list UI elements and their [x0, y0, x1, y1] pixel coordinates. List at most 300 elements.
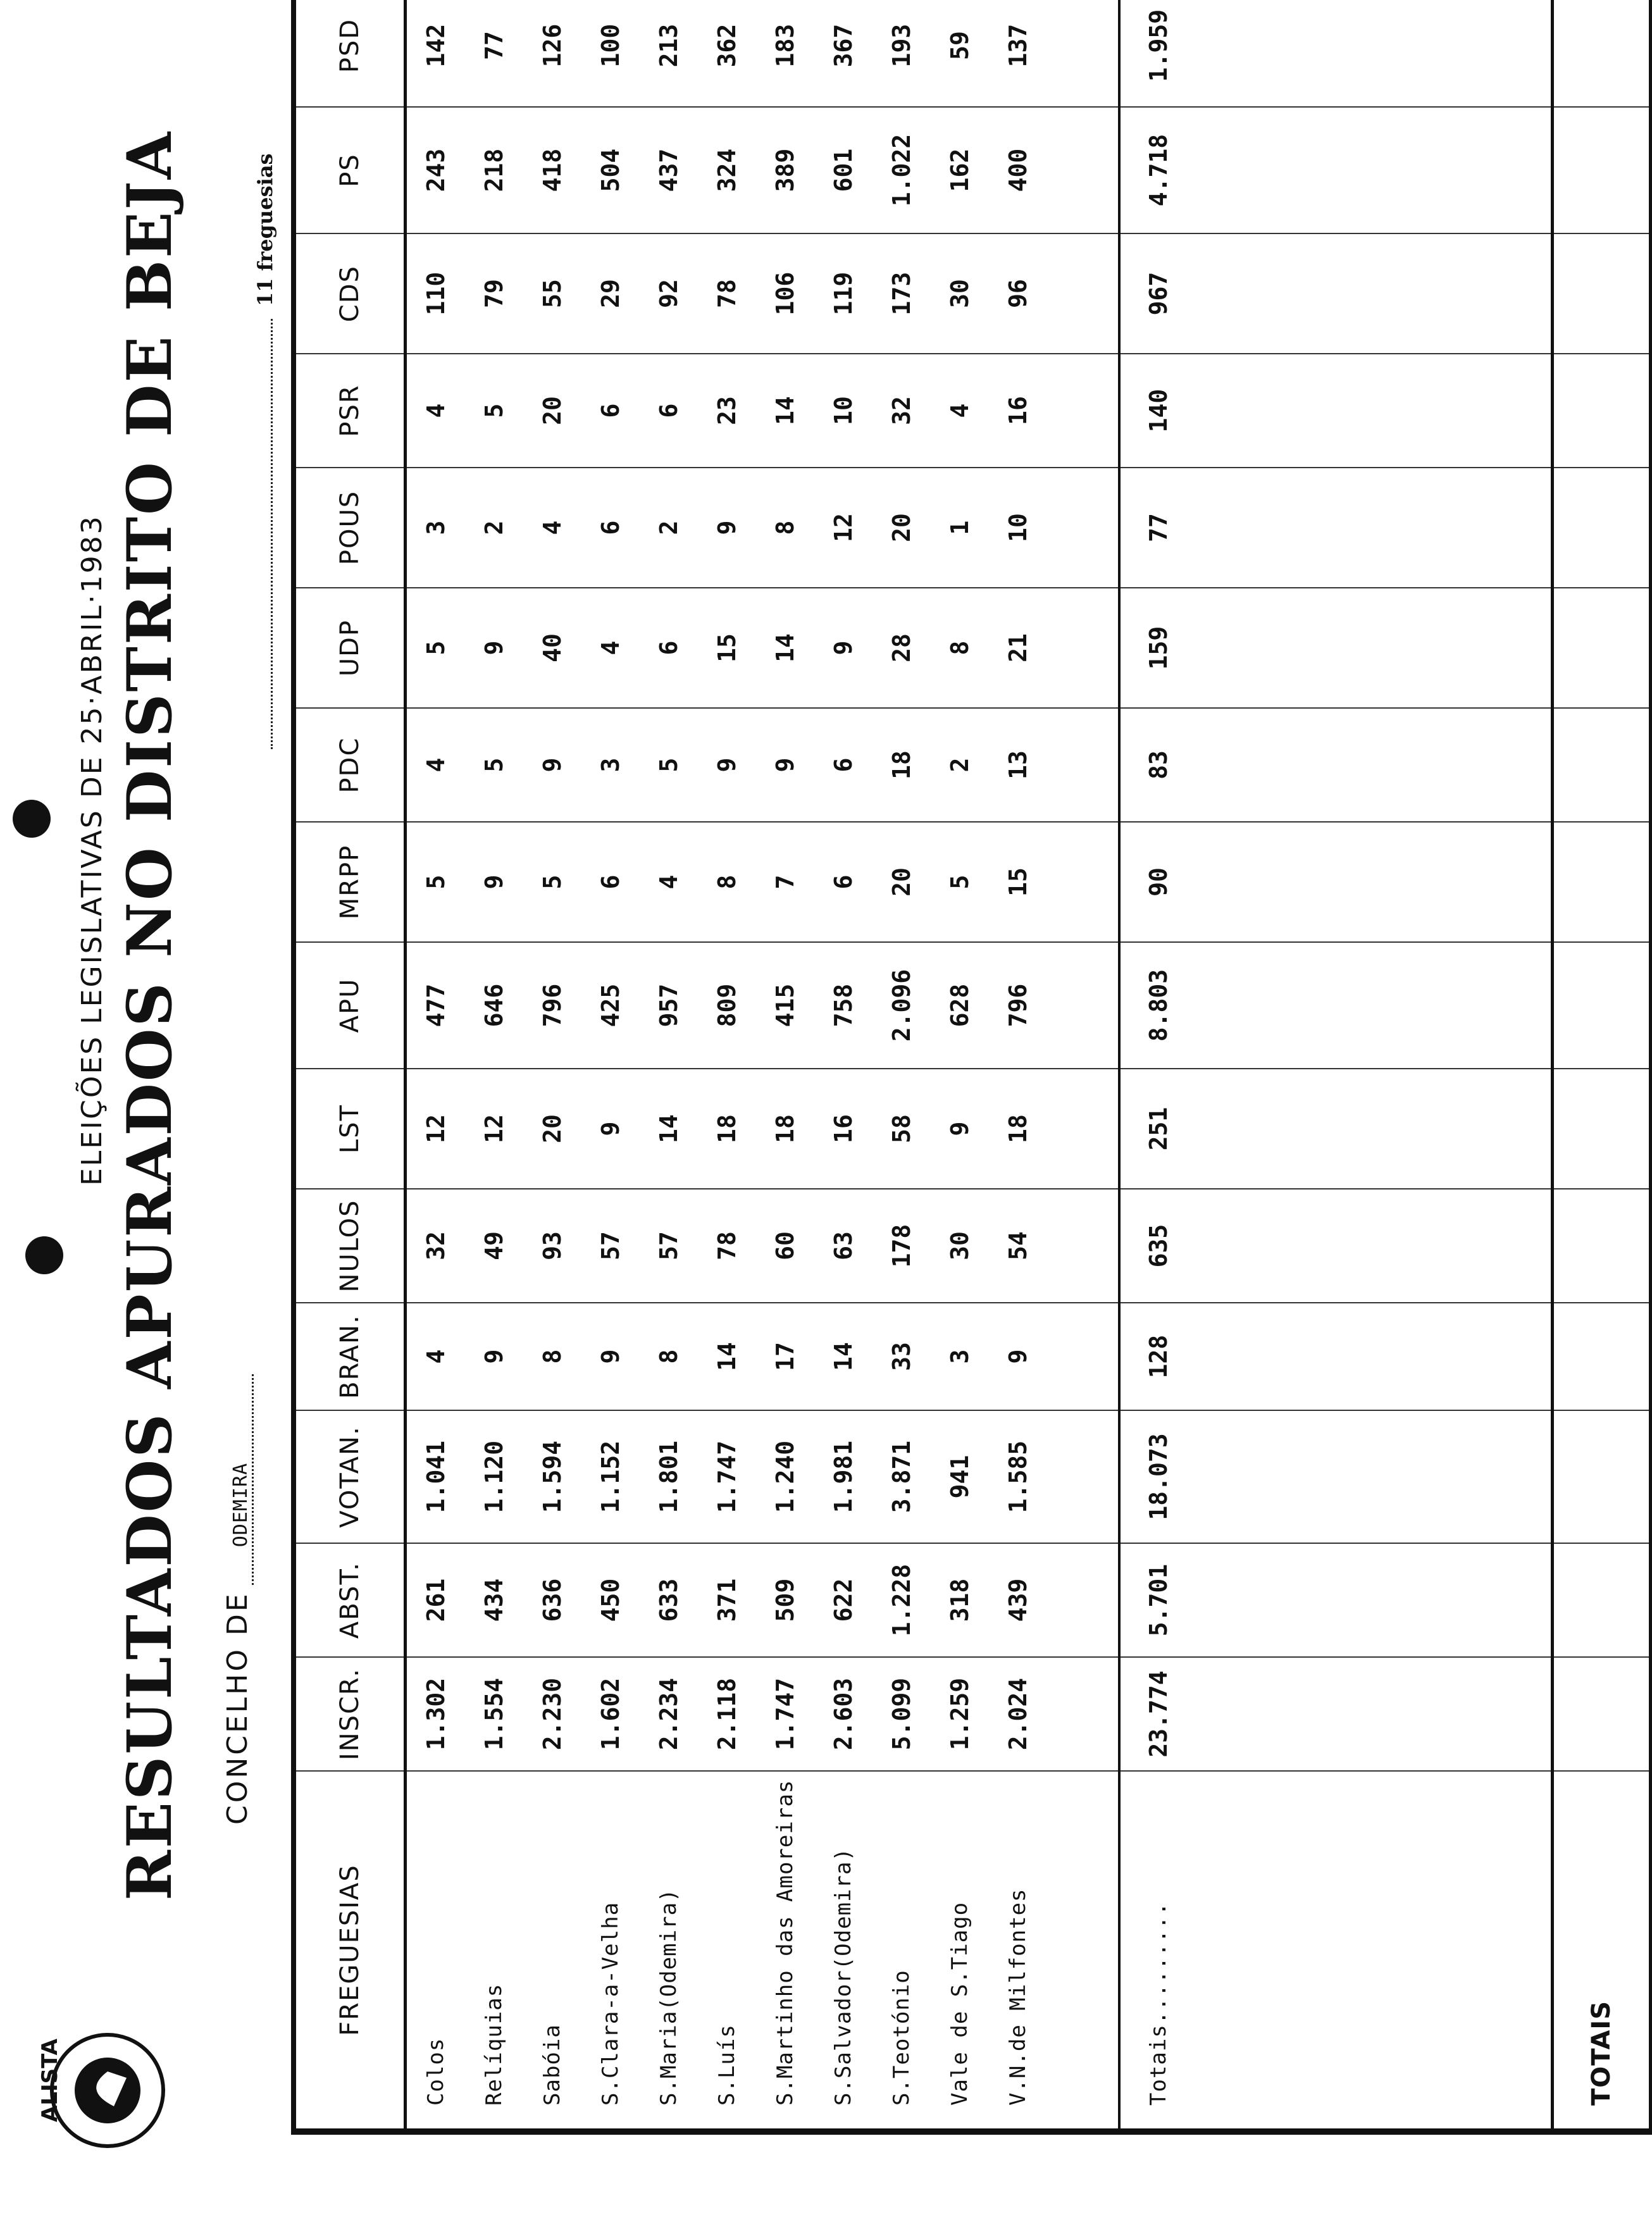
- table-cell: 9: [698, 708, 756, 822]
- table-cell: [1409, 1069, 1480, 1189]
- table-cell: 633: [640, 1543, 698, 1657]
- table-cell: 173: [873, 233, 931, 354]
- table-cell: 162: [931, 107, 989, 233]
- table-cell: 9: [581, 1303, 640, 1410]
- table-cell: 79: [465, 233, 523, 354]
- table-cell: [1480, 1543, 1553, 1657]
- table-cell: [1267, 588, 1338, 708]
- table-cell: 20: [523, 1069, 581, 1189]
- table-cell: 8: [931, 588, 989, 708]
- freguesia-name: S.Clara-a-Velha: [581, 1771, 640, 2132]
- table-row: [1119, 0, 1196, 2132]
- table-cell: [1409, 1543, 1480, 1657]
- table-cell: 106: [756, 233, 814, 354]
- table-row: [523, 0, 581, 2132]
- table-cell: 8: [756, 468, 814, 588]
- table-cell: 5: [640, 708, 698, 822]
- table-cell: [1480, 1189, 1553, 1303]
- table-row: [814, 0, 873, 2132]
- table-cell: 9: [698, 468, 756, 588]
- table-cell: 16: [989, 354, 1047, 468]
- column-header: APU: [294, 942, 406, 1069]
- table-cell: 32: [873, 354, 931, 468]
- table-cell: 7: [756, 822, 814, 942]
- table-cell: 5: [931, 822, 989, 942]
- table-cell: [1409, 468, 1480, 588]
- column-header: POUS: [294, 468, 406, 588]
- column-header: PDC: [294, 708, 406, 822]
- table-cell: 90: [1119, 822, 1196, 942]
- table-cell: [1338, 468, 1409, 588]
- table-cell: [1553, 942, 1651, 1069]
- table-cell: 183: [756, 0, 814, 107]
- table-cell: 213: [640, 0, 698, 107]
- table-cell: [1267, 1410, 1338, 1543]
- table-cell: 1.747: [756, 1657, 814, 1771]
- column-header: FREGUESIAS: [294, 1771, 406, 2132]
- table-cell: 17: [756, 1303, 814, 1410]
- table-cell: 400: [989, 107, 1047, 233]
- column-header: ABST.: [294, 1543, 406, 1657]
- table-cell: [1047, 233, 1119, 354]
- table-cell: 3.871: [873, 1410, 931, 1543]
- party-logo: [38, 2002, 171, 2166]
- results-table-wrapper: [291, 0, 1616, 2135]
- table-cell: [1047, 822, 1119, 942]
- table-cell: 49: [465, 1189, 523, 1303]
- table-cell: 2: [931, 708, 989, 822]
- table-cell: 92: [640, 233, 698, 354]
- table-cell: 142: [406, 0, 466, 107]
- table-cell: 23.774: [1119, 1657, 1196, 1771]
- table-cell: [1267, 468, 1338, 588]
- table-cell: [1267, 1543, 1338, 1657]
- table-cell: [1338, 1543, 1409, 1657]
- table-cell: 12: [406, 1069, 466, 1189]
- table-cell: 450: [581, 1543, 640, 1657]
- table-cell: [1267, 708, 1338, 822]
- table-cell: [1196, 354, 1267, 468]
- table-cell: [1409, 354, 1480, 468]
- table-row: [756, 0, 814, 2132]
- column-header: PSR: [294, 354, 406, 468]
- table-cell: 128: [1119, 1303, 1196, 1410]
- table-cell: 110: [406, 233, 466, 354]
- table-cell: 6: [814, 822, 873, 942]
- table-cell: 100: [581, 0, 640, 107]
- table-cell: 6: [640, 354, 698, 468]
- table-cell: [1553, 468, 1651, 588]
- table-cell: 218: [465, 107, 523, 233]
- table-cell: 439: [989, 1543, 1047, 1657]
- table-cell: 8: [640, 1303, 698, 1410]
- table-cell: 5: [406, 588, 466, 708]
- table-cell: 509: [756, 1543, 814, 1657]
- table-row: [1409, 0, 1480, 2132]
- table-cell: 622: [814, 1543, 873, 1657]
- table-cell: 635: [1119, 1189, 1196, 1303]
- table-cell: 14: [640, 1069, 698, 1189]
- table-cell: 3: [406, 468, 466, 588]
- table-cell: 33: [873, 1303, 931, 1410]
- table-cell: [1553, 1657, 1651, 1771]
- binding-hole: [13, 800, 51, 838]
- table-cell: [1409, 1410, 1480, 1543]
- table-cell: 29: [581, 233, 640, 354]
- table-cell: 2.234: [640, 1657, 698, 1771]
- table-cell: [1553, 233, 1651, 354]
- table-cell: 9: [814, 588, 873, 708]
- freguesia-name: S.Salvador(Odemira): [814, 1771, 873, 2132]
- table-cell: 57: [581, 1189, 640, 1303]
- table-cell: [1338, 1069, 1409, 1189]
- table-cell: 809: [698, 942, 756, 1069]
- table-cell: 10: [989, 468, 1047, 588]
- table-cell: 28: [873, 588, 931, 708]
- table-cell: 1.981: [814, 1410, 873, 1543]
- table-cell: 3: [581, 708, 640, 822]
- table-cell: 415: [756, 942, 814, 1069]
- table-cell: 12: [465, 1069, 523, 1189]
- freguesias-count: 11 freguesias: [253, 153, 277, 306]
- table-cell: 389: [756, 107, 814, 233]
- table-cell: [1480, 1069, 1553, 1189]
- table-cell: 54: [989, 1189, 1047, 1303]
- freguesia-name: [1409, 1771, 1480, 2132]
- table-cell: 9: [931, 1069, 989, 1189]
- column-header: BRAN.: [294, 1303, 406, 1410]
- table-cell: [1409, 822, 1480, 942]
- table-cell: 193: [873, 0, 931, 107]
- table-cell: [1338, 354, 1409, 468]
- table-cell: [1480, 354, 1553, 468]
- table-cell: 13: [989, 708, 1047, 822]
- table-cell: [1338, 0, 1409, 107]
- freguesia-name: S.Martinho das Amoreiras: [756, 1771, 814, 2132]
- table-row: [698, 0, 756, 2132]
- table-cell: 362: [698, 0, 756, 107]
- table-row: [1047, 0, 1119, 2132]
- table-cell: 60: [756, 1189, 814, 1303]
- freguesia-name: [1480, 1771, 1553, 2132]
- table-cell: [1553, 588, 1651, 708]
- table-cell: [1409, 588, 1480, 708]
- column-header: INSCR.: [294, 1657, 406, 1771]
- concelho-label: CONCELHO DE: [221, 1591, 254, 1825]
- table-cell: [1267, 0, 1338, 107]
- table-cell: [1553, 107, 1651, 233]
- table-cell: [1480, 708, 1553, 822]
- table-cell: [1480, 1657, 1553, 1771]
- table-cell: [1047, 0, 1119, 107]
- table-cell: 4: [406, 1303, 466, 1410]
- table-cell: [1409, 233, 1480, 354]
- table-cell: [1553, 354, 1651, 468]
- table-cell: [1409, 708, 1480, 822]
- table-cell: 1.747: [698, 1410, 756, 1543]
- table-cell: 14: [756, 588, 814, 708]
- table-cell: [1196, 468, 1267, 588]
- table-cell: [1196, 708, 1267, 822]
- table-cell: 1.120: [465, 1410, 523, 1543]
- table-cell: 21: [989, 588, 1047, 708]
- table-cell: [1047, 1069, 1119, 1189]
- table-cell: 251: [1119, 1069, 1196, 1189]
- table-cell: [1338, 588, 1409, 708]
- table-cell: [1553, 1410, 1651, 1543]
- table-cell: 796: [523, 942, 581, 1069]
- election-heading: ELEIÇÕES LEGISLATIVAS DE 25·ABRIL·1983: [76, 514, 108, 1186]
- table-cell: [1338, 942, 1409, 1069]
- table-cell: 5: [465, 354, 523, 468]
- table-cell: 941: [931, 1410, 989, 1543]
- table-row: [465, 0, 523, 2132]
- table-cell: [1267, 1069, 1338, 1189]
- table-row: [1553, 0, 1651, 2132]
- table-cell: 16: [814, 1069, 873, 1189]
- table-cell: 6: [581, 354, 640, 468]
- table-cell: [1338, 1410, 1409, 1543]
- table-cell: [1409, 942, 1480, 1069]
- table-cell: [1047, 354, 1119, 468]
- table-cell: 12: [814, 468, 873, 588]
- table-cell: [1409, 1189, 1480, 1303]
- table-cell: [1338, 1303, 1409, 1410]
- table-cell: [1267, 1303, 1338, 1410]
- table-cell: 5: [465, 708, 523, 822]
- table-cell: 6: [814, 708, 873, 822]
- table-cell: 57: [640, 1189, 698, 1303]
- table-cell: 20: [873, 822, 931, 942]
- table-cell: 1.585: [989, 1410, 1047, 1543]
- table-cell: 20: [523, 354, 581, 468]
- table-cell: [1196, 588, 1267, 708]
- table-cell: [1047, 1543, 1119, 1657]
- table-cell: 140: [1119, 354, 1196, 468]
- table-cell: 1.240: [756, 1410, 814, 1543]
- table-row: [581, 0, 640, 2132]
- results-table: [291, 0, 1652, 2135]
- table-cell: [1409, 107, 1480, 233]
- table-cell: 1.022: [873, 107, 931, 233]
- table-cell: 2.096: [873, 942, 931, 1069]
- table-cell: [1409, 1657, 1480, 1771]
- table-row: [1338, 0, 1409, 2132]
- table-cell: 55: [523, 233, 581, 354]
- table-cell: [1553, 1189, 1651, 1303]
- table-cell: 119: [814, 233, 873, 354]
- freguesia-name: [1196, 1771, 1267, 2132]
- table-cell: 9: [465, 588, 523, 708]
- table-cell: [1480, 468, 1553, 588]
- table-body: [406, 0, 1651, 2132]
- freguesia-name: Vale de S.Tiago: [931, 1771, 989, 2132]
- table-cell: 40: [523, 588, 581, 708]
- table-cell: [1267, 233, 1338, 354]
- table-cell: 646: [465, 942, 523, 1069]
- table-cell: 4: [406, 354, 466, 468]
- table-cell: 15: [989, 822, 1047, 942]
- table-row: [989, 0, 1047, 2132]
- table-cell: [1047, 708, 1119, 822]
- table-cell: [1480, 1410, 1553, 1543]
- table-cell: 77: [465, 0, 523, 107]
- table-cell: [1047, 107, 1119, 233]
- table-cell: 23: [698, 354, 756, 468]
- freguesia-name: [1338, 1771, 1409, 2132]
- freguesia-name: Colos: [406, 1771, 466, 2132]
- table-cell: 9: [581, 1069, 640, 1189]
- table-cell: 796: [989, 942, 1047, 1069]
- table-cell: 159: [1119, 588, 1196, 708]
- table-cell: 8: [523, 1303, 581, 1410]
- table-cell: 1.554: [465, 1657, 523, 1771]
- table-cell: 1.041: [406, 1410, 466, 1543]
- table-cell: 243: [406, 107, 466, 233]
- table-cell: [1480, 0, 1553, 107]
- freguesia-name: Relíquias: [465, 1771, 523, 2132]
- table-cell: 137: [989, 0, 1047, 107]
- column-header: LST: [294, 1069, 406, 1189]
- table-cell: 32: [406, 1189, 466, 1303]
- table-cell: [1338, 233, 1409, 354]
- table-cell: 504: [581, 107, 640, 233]
- table-cell: 434: [465, 1543, 523, 1657]
- table-cell: [1196, 1410, 1267, 1543]
- table-cell: [1196, 1303, 1267, 1410]
- freguesia-name: TOTAIS: [1553, 1771, 1651, 2132]
- table-cell: [1047, 942, 1119, 1069]
- table-cell: 4.718: [1119, 107, 1196, 233]
- table-cell: 83: [1119, 708, 1196, 822]
- table-cell: 14: [756, 354, 814, 468]
- freguesia-name: V.N.de Milfontes: [989, 1771, 1047, 2132]
- table-cell: 2.024: [989, 1657, 1047, 1771]
- table-cell: [1047, 1303, 1119, 1410]
- table-cell: [1338, 708, 1409, 822]
- table-cell: 18.073: [1119, 1410, 1196, 1543]
- table-cell: 1.602: [581, 1657, 640, 1771]
- table-cell: 1.801: [640, 1410, 698, 1543]
- table-cell: 30: [931, 1189, 989, 1303]
- table-cell: [1267, 942, 1338, 1069]
- table-cell: [1196, 1543, 1267, 1657]
- table-cell: 324: [698, 107, 756, 233]
- table-cell: [1480, 107, 1553, 233]
- table-cell: 425: [581, 942, 640, 1069]
- table-cell: 2.230: [523, 1657, 581, 1771]
- table-cell: 1: [931, 468, 989, 588]
- table-cell: 5: [523, 822, 581, 942]
- table-cell: 18: [989, 1069, 1047, 1189]
- freguesia-name: Sabóia: [523, 1771, 581, 2132]
- table-cell: [1047, 588, 1119, 708]
- table-row: [1267, 0, 1338, 2132]
- table-cell: 2: [465, 468, 523, 588]
- freguesia-name: S.Maria(Odemira): [640, 1771, 698, 2132]
- table-cell: [1196, 1069, 1267, 1189]
- table-cell: [1047, 1657, 1119, 1771]
- table-cell: 4: [931, 354, 989, 468]
- table-cell: 93: [523, 1189, 581, 1303]
- table-cell: 58: [873, 1069, 931, 1189]
- table-cell: 2.603: [814, 1657, 873, 1771]
- table-cell: 1.594: [523, 1410, 581, 1543]
- table-cell: 9: [465, 1303, 523, 1410]
- table-cell: 4: [406, 708, 466, 822]
- table-cell: 957: [640, 942, 698, 1069]
- table-cell: 367: [814, 0, 873, 107]
- table-cell: 78: [698, 1189, 756, 1303]
- table-cell: [1409, 0, 1480, 107]
- table-cell: [1196, 1189, 1267, 1303]
- table-row: [931, 0, 989, 2132]
- table-cell: 63: [814, 1189, 873, 1303]
- column-header: UDP: [294, 588, 406, 708]
- table-cell: [1047, 1189, 1119, 1303]
- table-cell: 5.701: [1119, 1543, 1196, 1657]
- column-header: NULOS: [294, 1189, 406, 1303]
- table-cell: [1338, 1657, 1409, 1771]
- table-cell: [1196, 822, 1267, 942]
- table-cell: 437: [640, 107, 698, 233]
- table-cell: 59: [931, 0, 989, 107]
- table-cell: 1.959: [1119, 0, 1196, 107]
- table-cell: [1338, 1189, 1409, 1303]
- freguesia-name: [1267, 1771, 1338, 2132]
- column-header: CDS: [294, 233, 406, 354]
- table-cell: [1196, 0, 1267, 107]
- table-row: [640, 0, 698, 2132]
- binding-hole: [25, 1236, 63, 1274]
- table-cell: 18: [698, 1069, 756, 1189]
- column-header: MRPP: [294, 822, 406, 942]
- table-cell: [1267, 354, 1338, 468]
- table-cell: 4: [640, 822, 698, 942]
- table-cell: 126: [523, 0, 581, 107]
- table-cell: 1.228: [873, 1543, 931, 1657]
- table-cell: 5.099: [873, 1657, 931, 1771]
- table-cell: 178: [873, 1189, 931, 1303]
- table-cell: [1196, 107, 1267, 233]
- table-cell: 5: [406, 822, 466, 942]
- freguesia-name: S.Luís: [698, 1771, 756, 2132]
- table-row: [873, 0, 931, 2132]
- table-cell: 10: [814, 354, 873, 468]
- table-cell: [1196, 233, 1267, 354]
- column-header: VOTAN.: [294, 1410, 406, 1543]
- table-cell: [1267, 1189, 1338, 1303]
- table-cell: 14: [698, 1303, 756, 1410]
- table-cell: 477: [406, 942, 466, 1069]
- dotted-line: [271, 319, 273, 749]
- table-cell: 14: [814, 1303, 873, 1410]
- table-cell: 78: [698, 233, 756, 354]
- table-cell: 6: [640, 588, 698, 708]
- table-cell: [1409, 1303, 1480, 1410]
- table-cell: 2: [640, 468, 698, 588]
- table-cell: [1047, 468, 1119, 588]
- table-cell: 1.302: [406, 1657, 466, 1771]
- table-cell: [1553, 1543, 1651, 1657]
- table-row: [1480, 0, 1553, 2132]
- table-cell: 96: [989, 233, 1047, 354]
- table-row: [406, 0, 466, 2132]
- table-cell: [1553, 0, 1651, 107]
- table-cell: 9: [756, 708, 814, 822]
- table-cell: 3: [931, 1303, 989, 1410]
- table-cell: [1267, 1657, 1338, 1771]
